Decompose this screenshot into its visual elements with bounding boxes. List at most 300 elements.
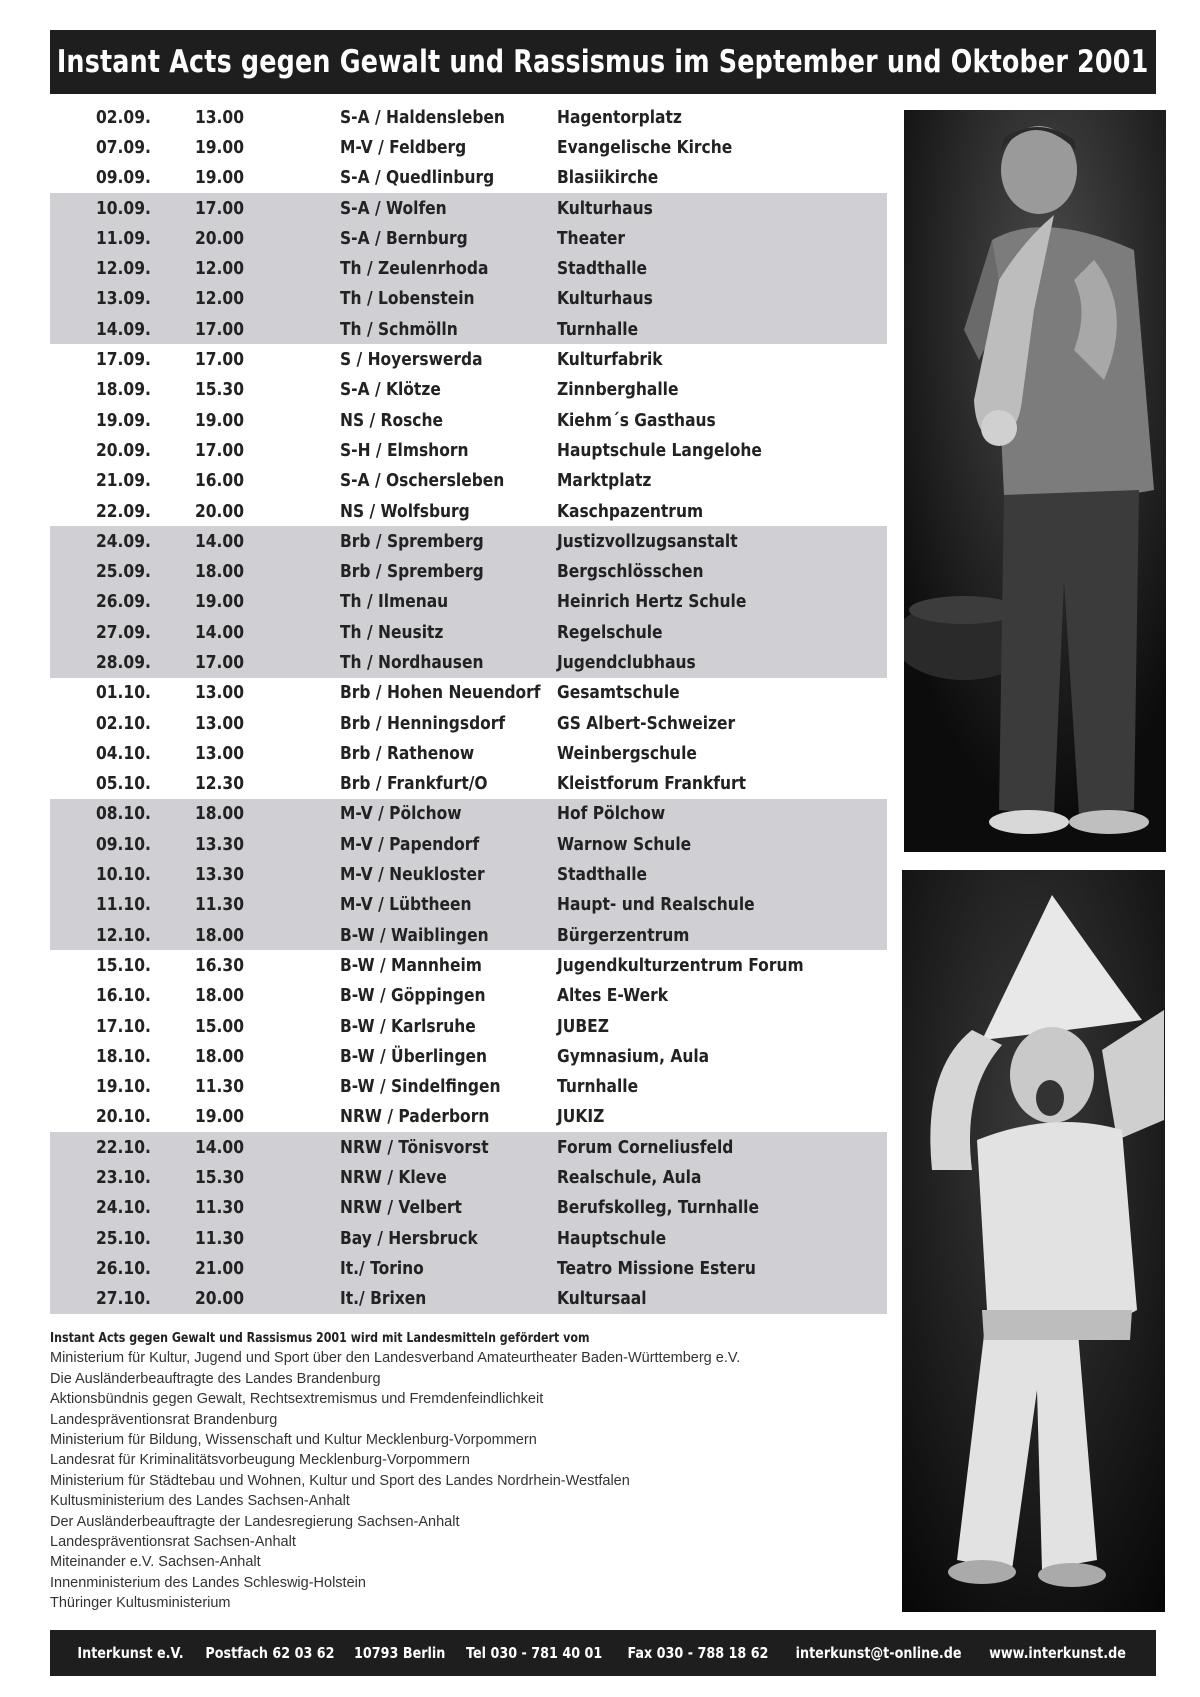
schedule-venue xyxy=(557,501,887,522)
schedule-time xyxy=(195,1197,340,1218)
schedule-date xyxy=(50,561,195,582)
schedule-row xyxy=(50,890,887,920)
footer-tel: Tel 030 - 781 40 01 xyxy=(465,1644,603,1662)
schedule-date xyxy=(50,834,195,855)
schedule-date xyxy=(50,167,195,188)
schedule-date-text: 22.10. xyxy=(96,1136,151,1158)
schedule-time-text: 11.30 xyxy=(195,1076,244,1098)
schedule-row xyxy=(50,1011,887,1041)
schedule-venue-text: Marktplatz xyxy=(557,470,652,492)
schedule-date xyxy=(50,864,195,885)
schedule-venue xyxy=(557,561,887,582)
schedule-time xyxy=(195,501,340,522)
funding-line: Aktionsbündnis gegen Gewalt, Rechtsextremismus und Fremdenfeindlichkeit xyxy=(50,1391,544,1408)
schedule-time xyxy=(195,622,340,643)
schedule-venue-text: Zinnberghalle xyxy=(557,379,679,401)
schedule-venue-text: Hauptschule Langelohe xyxy=(557,439,762,461)
schedule-venue-text: GS Albert-Schweizer xyxy=(557,712,736,734)
schedule-venue xyxy=(557,743,887,764)
page-title: Instant Acts gegen Gewalt und Rassismus im September und Oktober 2001 xyxy=(57,44,1149,80)
schedule-date-text: 02.10. xyxy=(96,712,151,734)
schedule-venue-text: Stadthalle xyxy=(557,258,648,280)
schedule-date xyxy=(50,501,195,522)
schedule-date xyxy=(50,107,195,128)
schedule-place-text: S-A / Wolfen xyxy=(340,197,447,219)
schedule-row xyxy=(50,314,887,344)
schedule-row xyxy=(50,587,887,617)
schedule-place xyxy=(340,1228,557,1249)
schedule-place-text: S-A / Bernburg xyxy=(340,227,468,249)
schedule-venue xyxy=(557,470,887,491)
funding-line: Landespräventionsrat Sachsen-Anhalt xyxy=(50,1534,296,1551)
schedule-time-text: 12.00 xyxy=(195,258,244,280)
schedule-venue-text: Stadthalle xyxy=(557,864,648,886)
schedule-venue xyxy=(557,591,887,612)
schedule-time xyxy=(195,985,340,1006)
schedule-venue-text: Blasiikirche xyxy=(557,167,659,189)
schedule-time-text: 19.00 xyxy=(195,1106,244,1128)
schedule-time xyxy=(195,713,340,734)
funding-line: Kultusministerium des Landes Sachsen-Anhalt xyxy=(50,1493,350,1510)
schedule-date-text: 07.09. xyxy=(96,136,151,158)
schedule-time xyxy=(195,1046,340,1067)
schedule-time-text: 20.00 xyxy=(195,227,244,249)
schedule-date xyxy=(50,1137,195,1158)
funding-line: Innenministerium des Landes Schleswig-Holstein xyxy=(50,1574,366,1591)
schedule-time-text: 18.00 xyxy=(195,1045,244,1067)
schedule-venue-text: Kulturfabrik xyxy=(557,349,663,371)
schedule-place-text: B-W / Mannheim xyxy=(340,954,482,976)
schedule-time-text: 13.30 xyxy=(195,864,244,886)
schedule-row xyxy=(50,647,887,677)
schedule-venue-text: Bergschlösschen xyxy=(557,561,704,583)
schedule-date-text: 18.10. xyxy=(96,1045,151,1067)
schedule-date xyxy=(50,379,195,400)
schedule-venue-text: Kulturhaus xyxy=(557,288,653,310)
schedule-time xyxy=(195,803,340,824)
schedule-venue-text: Jugendkulturzentrum Forum xyxy=(557,954,804,976)
funding-line: Ministerium für Bildung, Wissenschaft und Kultur Mecklenburg-Vorpommern xyxy=(50,1432,537,1449)
schedule-place-text: NRW / Velbert xyxy=(340,1197,462,1219)
schedule-venue-text: Teatro Missione Esteru xyxy=(557,1257,756,1279)
schedule-venue-text: Kulturhaus xyxy=(557,197,653,219)
schedule-time xyxy=(195,925,340,946)
schedule-place xyxy=(340,652,557,673)
schedule-venue-text: Justizvollzugsanstalt xyxy=(557,530,738,552)
schedule-venue xyxy=(557,682,887,703)
performer-with-hat-photo xyxy=(902,870,1165,1612)
schedule-date xyxy=(50,925,195,946)
schedule-date-text: 20.09. xyxy=(96,439,151,461)
schedule-place-text: Th / Neusitz xyxy=(340,621,444,643)
schedule-time-text: 20.00 xyxy=(195,1288,244,1310)
schedule-time xyxy=(195,1106,340,1127)
schedule-date-text: 15.10. xyxy=(96,954,151,976)
footer-postfach: Postfach 62 03 62 xyxy=(204,1644,335,1662)
schedule-place-text: Th / Schmölln xyxy=(340,318,458,340)
schedule-place xyxy=(340,1288,557,1309)
schedule-date-text: 27.09. xyxy=(96,621,151,643)
schedule-place xyxy=(340,1167,557,1188)
schedule-place xyxy=(340,682,557,703)
schedule-place xyxy=(340,955,557,976)
schedule-venue xyxy=(557,288,887,309)
schedule-venue xyxy=(557,773,887,794)
funding-line: Miteinander e.V. Sachsen-Anhalt xyxy=(50,1554,261,1571)
schedule-place xyxy=(340,1046,557,1067)
schedule-time-text: 13.30 xyxy=(195,833,244,855)
schedule-place-text: B-W / Waiblingen xyxy=(340,924,489,946)
schedule-place xyxy=(340,410,557,431)
schedule-venue xyxy=(557,834,887,855)
schedule-time xyxy=(195,591,340,612)
schedule-venue-text: Warnow Schule xyxy=(557,833,692,855)
schedule-row xyxy=(50,769,887,799)
schedule-row xyxy=(50,405,887,435)
saxophone-player-photo xyxy=(904,110,1166,852)
schedule-venue xyxy=(557,107,887,128)
schedule-venue-text: Jugendclubhaus xyxy=(557,651,696,673)
schedule-time xyxy=(195,834,340,855)
schedule-venue-text: Kaschpazentrum xyxy=(557,500,704,522)
schedule-date xyxy=(50,258,195,279)
schedule-place xyxy=(340,107,557,128)
schedule-date-text: 21.09. xyxy=(96,470,151,492)
schedule-venue xyxy=(557,1228,887,1249)
schedule-place xyxy=(340,743,557,764)
schedule-row xyxy=(50,344,887,374)
schedule-row xyxy=(50,1284,887,1314)
schedule-date-text: 25.09. xyxy=(96,561,151,583)
schedule-date-text: 05.10. xyxy=(96,773,151,795)
schedule-row xyxy=(50,556,887,586)
schedule-venue xyxy=(557,1288,887,1309)
schedule-date xyxy=(50,440,195,461)
schedule-time xyxy=(195,228,340,249)
schedule-venue xyxy=(557,410,887,431)
schedule-time-text: 12.30 xyxy=(195,773,244,795)
schedule-date xyxy=(50,803,195,824)
schedule-time xyxy=(195,470,340,491)
schedule-venue-text: Theater xyxy=(557,227,626,249)
schedule-place-text: NRW / Kleve xyxy=(340,1167,447,1189)
schedule-date xyxy=(50,1197,195,1218)
schedule-venue xyxy=(557,379,887,400)
schedule-place xyxy=(340,894,557,915)
schedule-place-text: Th / Ilmenau xyxy=(340,591,449,613)
schedule-place-text: B-W / Überlingen xyxy=(340,1045,488,1067)
schedule-venue xyxy=(557,137,887,158)
schedule-venue xyxy=(557,198,887,219)
schedule-time xyxy=(195,1288,340,1309)
schedule-place xyxy=(340,470,557,491)
schedule-place-text: Brb / Rathenow xyxy=(340,742,475,764)
schedule-date-text: 04.10. xyxy=(96,742,151,764)
schedule-time xyxy=(195,773,340,794)
schedule-row xyxy=(50,799,887,829)
schedule-time-text: 12.00 xyxy=(195,288,244,310)
schedule-place-text: S-A / Quedlinburg xyxy=(340,167,495,189)
schedule-row xyxy=(50,1223,887,1253)
schedule-time xyxy=(195,1167,340,1188)
schedule-date-text: 26.10. xyxy=(96,1257,151,1279)
schedule-place xyxy=(340,1137,557,1158)
schedule-place-text: Th / Nordhausen xyxy=(340,651,484,673)
schedule-time-text: 15.30 xyxy=(195,379,244,401)
funding-line: Thüringer Kultusministerium xyxy=(50,1595,231,1612)
schedule-time xyxy=(195,955,340,976)
schedule-date-text: 17.10. xyxy=(96,1015,151,1037)
schedule-time-text: 20.00 xyxy=(195,500,244,522)
schedule-time xyxy=(195,743,340,764)
schedule-time-text: 15.00 xyxy=(195,1015,244,1037)
schedule-venue xyxy=(557,531,887,552)
schedule-time xyxy=(195,319,340,340)
schedule-time xyxy=(195,107,340,128)
schedule-place-text: Brb / Hohen Neuendorf xyxy=(340,682,541,704)
schedule-date-text: 24.09. xyxy=(96,530,151,552)
schedule-date-text: 13.09. xyxy=(96,288,151,310)
schedule-time xyxy=(195,682,340,703)
schedule-date-text: 02.09. xyxy=(96,106,151,128)
schedule-place-text: M-V / Neukloster xyxy=(340,864,485,886)
schedule-place-text: B-W / Karlsruhe xyxy=(340,1015,476,1037)
schedule-time xyxy=(195,652,340,673)
schedule-time-text: 17.00 xyxy=(195,439,244,461)
saxophone-player-image xyxy=(904,110,1166,852)
schedule-venue xyxy=(557,1106,887,1127)
schedule-venue-text: Regelschule xyxy=(557,621,663,643)
footer-email: interkunst@t-online.de xyxy=(795,1644,962,1662)
schedule-date xyxy=(50,1258,195,1279)
schedule-date xyxy=(50,1288,195,1309)
schedule-row xyxy=(50,466,887,496)
schedule-venue-text: JUBEZ xyxy=(557,1015,609,1037)
schedule-venue xyxy=(557,440,887,461)
schedule-place-text: S-A / Klötze xyxy=(340,379,441,401)
schedule-time xyxy=(195,1137,340,1158)
schedule-place xyxy=(340,501,557,522)
schedule-place-text: Brb / Henningsdorf xyxy=(340,712,506,734)
schedule-row xyxy=(50,1132,887,1162)
schedule-date xyxy=(50,955,195,976)
schedule-venue xyxy=(557,925,887,946)
schedule-time xyxy=(195,864,340,885)
schedule-time xyxy=(195,137,340,158)
schedule-date xyxy=(50,410,195,431)
schedule-place xyxy=(340,1258,557,1279)
schedule-date-text: 19.10. xyxy=(96,1076,151,1098)
schedule-date-text: 26.09. xyxy=(96,591,151,613)
schedule-time-text: 14.00 xyxy=(195,621,244,643)
schedule-venue xyxy=(557,228,887,249)
schedule-place xyxy=(340,713,557,734)
schedule-place xyxy=(340,198,557,219)
schedule-time-text: 11.30 xyxy=(195,1197,244,1219)
schedule-venue xyxy=(557,1046,887,1067)
schedule-venue-text: Bürgerzentrum xyxy=(557,924,690,946)
schedule-venue xyxy=(557,319,887,340)
schedule-time-text: 11.30 xyxy=(195,894,244,916)
schedule-place xyxy=(340,622,557,643)
schedule-row xyxy=(50,1162,887,1192)
schedule-date xyxy=(50,1076,195,1097)
schedule-place-text: M-V / Papendorf xyxy=(340,833,480,855)
schedule-place xyxy=(340,1076,557,1097)
schedule-venue-text: Gymnasium, Aula xyxy=(557,1045,710,1067)
schedule-time-text: 19.00 xyxy=(195,409,244,431)
schedule-place xyxy=(340,440,557,461)
schedule-time xyxy=(195,1016,340,1037)
schedule-place xyxy=(340,228,557,249)
schedule-date-text: 10.09. xyxy=(96,197,151,219)
schedule-date-text: 16.10. xyxy=(96,985,151,1007)
performer-with-hat-image xyxy=(902,870,1165,1612)
schedule-venue xyxy=(557,652,887,673)
funding-line: Landespräventionsrat Brandenburg xyxy=(50,1411,278,1428)
schedule-date xyxy=(50,591,195,612)
schedule-time-text: 13.00 xyxy=(195,682,244,704)
schedule-time xyxy=(195,894,340,915)
schedule-date xyxy=(50,198,195,219)
schedule-place-text: S-H / Elmshorn xyxy=(340,439,469,461)
schedule-date-text: 09.10. xyxy=(96,833,151,855)
schedule-venue xyxy=(557,258,887,279)
schedule-place-text: It./ Torino xyxy=(340,1257,424,1279)
schedule-venue-text: Haupt- und Realschule xyxy=(557,894,755,916)
schedule-date-text: 28.09. xyxy=(96,651,151,673)
schedule-date xyxy=(50,349,195,370)
schedule-place-text: B-W / Sindelfingen xyxy=(340,1076,501,1098)
schedule-venue-text: Hof Pölchow xyxy=(557,803,666,825)
schedule-row xyxy=(50,375,887,405)
schedule-place-text: S / Hoyerswerda xyxy=(340,349,483,371)
schedule-venue xyxy=(557,1016,887,1037)
schedule-place xyxy=(340,349,557,370)
schedule-time-text: 16.30 xyxy=(195,954,244,976)
schedule-date-text: 23.10. xyxy=(96,1167,151,1189)
schedule-time xyxy=(195,531,340,552)
schedule-row xyxy=(50,829,887,859)
schedule-row xyxy=(50,1193,887,1223)
schedule-venue-text: Weinbergschule xyxy=(557,742,697,764)
schedule-date-text: 12.09. xyxy=(96,258,151,280)
schedule-time xyxy=(195,288,340,309)
schedule-row xyxy=(50,1253,887,1283)
funding-line: Landesrat für Kriminalitätsvorbeugung Mecklenburg-Vorpommern xyxy=(50,1452,470,1469)
schedule-date xyxy=(50,1228,195,1249)
schedule-date xyxy=(50,1016,195,1037)
schedule-time-text: 13.00 xyxy=(195,742,244,764)
schedule-place xyxy=(340,561,557,582)
funding-list xyxy=(50,1348,890,1613)
schedule-place xyxy=(340,985,557,1006)
schedule-time-text: 17.00 xyxy=(195,349,244,371)
schedule-date xyxy=(50,894,195,915)
schedule-place xyxy=(340,591,557,612)
schedule-venue-text: Gesamtschule xyxy=(557,682,680,704)
schedule-time xyxy=(195,349,340,370)
schedule-place xyxy=(340,864,557,885)
schedule-venue xyxy=(557,1197,887,1218)
schedule-time-text: 15.30 xyxy=(195,1167,244,1189)
schedule-row xyxy=(50,1041,887,1071)
schedule-time-text: 13.00 xyxy=(195,106,244,128)
schedule-time xyxy=(195,440,340,461)
schedule-date xyxy=(50,1167,195,1188)
schedule-row xyxy=(50,253,887,283)
schedule-row xyxy=(50,678,887,708)
schedule-venue xyxy=(557,622,887,643)
schedule-venue xyxy=(557,864,887,885)
schedule-venue xyxy=(557,1258,887,1279)
schedule-date xyxy=(50,228,195,249)
schedule-place-text: M-V / Pölchow xyxy=(340,803,462,825)
schedule-venue-text: Kultursaal xyxy=(557,1288,647,1310)
schedule-date-text: 14.09. xyxy=(96,318,151,340)
schedule-date xyxy=(50,682,195,703)
schedule-time-text: 19.00 xyxy=(195,591,244,613)
schedule-time-text: 18.00 xyxy=(195,985,244,1007)
schedule-row xyxy=(50,102,887,132)
schedule-date-text: 17.09. xyxy=(96,349,151,371)
schedule-place-text: Brb / Spremberg xyxy=(340,530,484,552)
schedule-time-text: 21.00 xyxy=(195,1257,244,1279)
schedule-place-text: Th / Lobenstein xyxy=(340,288,475,310)
schedule-place xyxy=(340,167,557,188)
schedule-date-text: 20.10. xyxy=(96,1106,151,1128)
schedule-row xyxy=(50,738,887,768)
schedule-date xyxy=(50,470,195,491)
schedule-time-text: 18.00 xyxy=(195,561,244,583)
schedule-venue-text: Realschule, Aula xyxy=(557,1167,702,1189)
schedule-row xyxy=(50,920,887,950)
schedule-row xyxy=(50,1072,887,1102)
schedule-row xyxy=(50,950,887,980)
schedule-time-text: 19.00 xyxy=(195,136,244,158)
footer-web: www.interkunst.de xyxy=(989,1644,1126,1662)
funding-section xyxy=(50,1328,890,1614)
schedule-venue-text: Evangelische Kirche xyxy=(557,136,733,158)
schedule-time xyxy=(195,1228,340,1249)
schedule-place-text: Brb / Frankfurt/O xyxy=(340,773,488,795)
schedule-place-text: S-A / Haldensleben xyxy=(340,106,505,128)
page-title-bar xyxy=(50,30,1156,94)
funding-line: Der Ausländerbeauftragte der Landesregierung Sachsen-Anhalt xyxy=(50,1513,460,1530)
schedule-date xyxy=(50,137,195,158)
schedule-table xyxy=(50,102,887,1314)
schedule-venue xyxy=(557,894,887,915)
schedule-venue xyxy=(557,803,887,824)
schedule-venue-text: Hagentorplatz xyxy=(557,106,682,128)
schedule-venue-text: JUKIZ xyxy=(557,1106,605,1128)
schedule-place xyxy=(340,1106,557,1127)
schedule-time-text: 18.00 xyxy=(195,924,244,946)
schedule-place xyxy=(340,288,557,309)
footer-bar xyxy=(50,1630,1156,1676)
schedule-place xyxy=(340,1197,557,1218)
funding-line: Ministerium für Städtebau und Wohnen, Kultur und Sport des Landes Nordrhein-Westfalen xyxy=(50,1472,630,1489)
schedule-row xyxy=(50,526,887,556)
schedule-date xyxy=(50,1106,195,1127)
schedule-time xyxy=(195,1076,340,1097)
schedule-date xyxy=(50,531,195,552)
schedule-venue xyxy=(557,955,887,976)
schedule-row xyxy=(50,163,887,193)
schedule-venue xyxy=(557,1137,887,1158)
schedule-date-text: 25.10. xyxy=(96,1227,151,1249)
footer-org: Interkunst e.V. xyxy=(77,1644,184,1662)
